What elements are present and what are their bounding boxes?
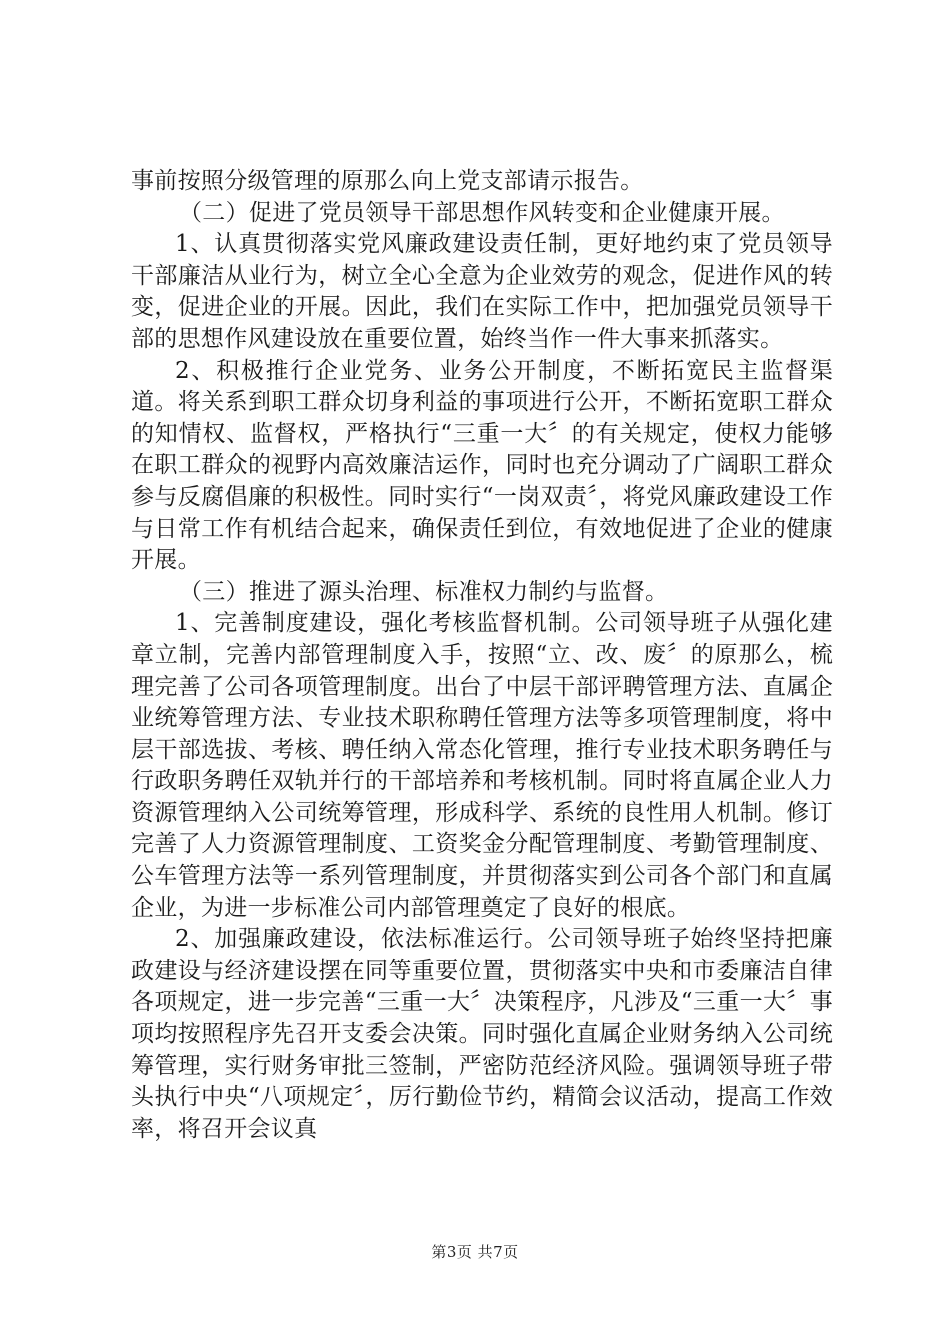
section-heading-two: （二）促进了党员领导干部思想作风转变和企业健康开展。: [179, 199, 785, 226]
paragraph-item-3-2: 2、加强廉政建设，依法标准运行。公司领导班子始终坚持把廉政建设与经济建设摆在同等重要位置，贯彻落实中央和市委廉洁自律各项规定，进一步完善“三重一大〞决策程序，凡涉及“三重一大〞事项均按照程序先召开支委会决策。同时强化直属企业财务纳入公司统筹管理，实行财务审批三签制，严密防范经济风险。强调领导班子带头执行中央“八项规定〞，厉行勤俭节约，精简会议活动，提高工作效率，将召开会议真: [131, 926, 833, 1142]
paragraph-item-3-1: 1、完善制度建设，强化考核监督机制。公司领导班子从强化建章立制，完善内部管理制度入手，按照“立、改、废〞的原那么，梳理完善了公司各项管理制度。出台了中层干部评聘管理方法、直属企业统筹管理方法、专业技术职称聘任管理方法等多项管理制度，将中层干部选拔、考核、聘任纳入常态化管理，推行专业技术职务聘任与行政职务聘任双轨并行的干部培养和考核机制。同时将直属企业人力资源管理纳入公司统筹管理，形成科学、系统的良性用人机制。修订完善了人力资源管理制度、工资奖金分配管理制度、考勤管理制度、公车管理方法等一系列管理制度，并贯彻落实到公司各个部门和直属企业，为进一步标准公司内部管理奠定了良好的根底。: [131, 610, 833, 921]
paragraph-continuation: 事前按照分级管理的原那么向上党支部请示报告。: [131, 168, 644, 194]
page-number-footer: 第3页 共7页: [431, 1243, 519, 1261]
section-heading-three: （三）推进了源头治理、标准权力制约与监督。: [179, 578, 669, 605]
document-body: [131, 166, 833, 1145]
paragraph-item-2: 2、积极推行企业党务、业务公开制度，不断拓宽民主监督渠道。将关系到职工群众切身利益的事项进行公开，不断拓宽职工群众的知情权、监督权，严格执行“三重一大〞的有关规定，使权力能够在职工群众的视野内高效廉洁运作，同时也充分调动了广阔职工群众参与反腐倡廉的积极性。同时实行“一岗双责〞，将党风廉政建设工作与日常工作有机结合起来，确保责任到位，有效地促进了企业的健康开展。: [131, 357, 833, 574]
paragraph-item-1: 1、认真贯彻落实党风廉政建设责任制，更好地约束了党员领导干部廉洁从业行为，树立全心全意为企业效劳的观念，促进作风的转变，促进企业的开展。因此，我们在实际工作中，把加强党员领导干部的思想作风建设放在重要位置，始终当作一件大事来抓落实。: [131, 231, 833, 352]
